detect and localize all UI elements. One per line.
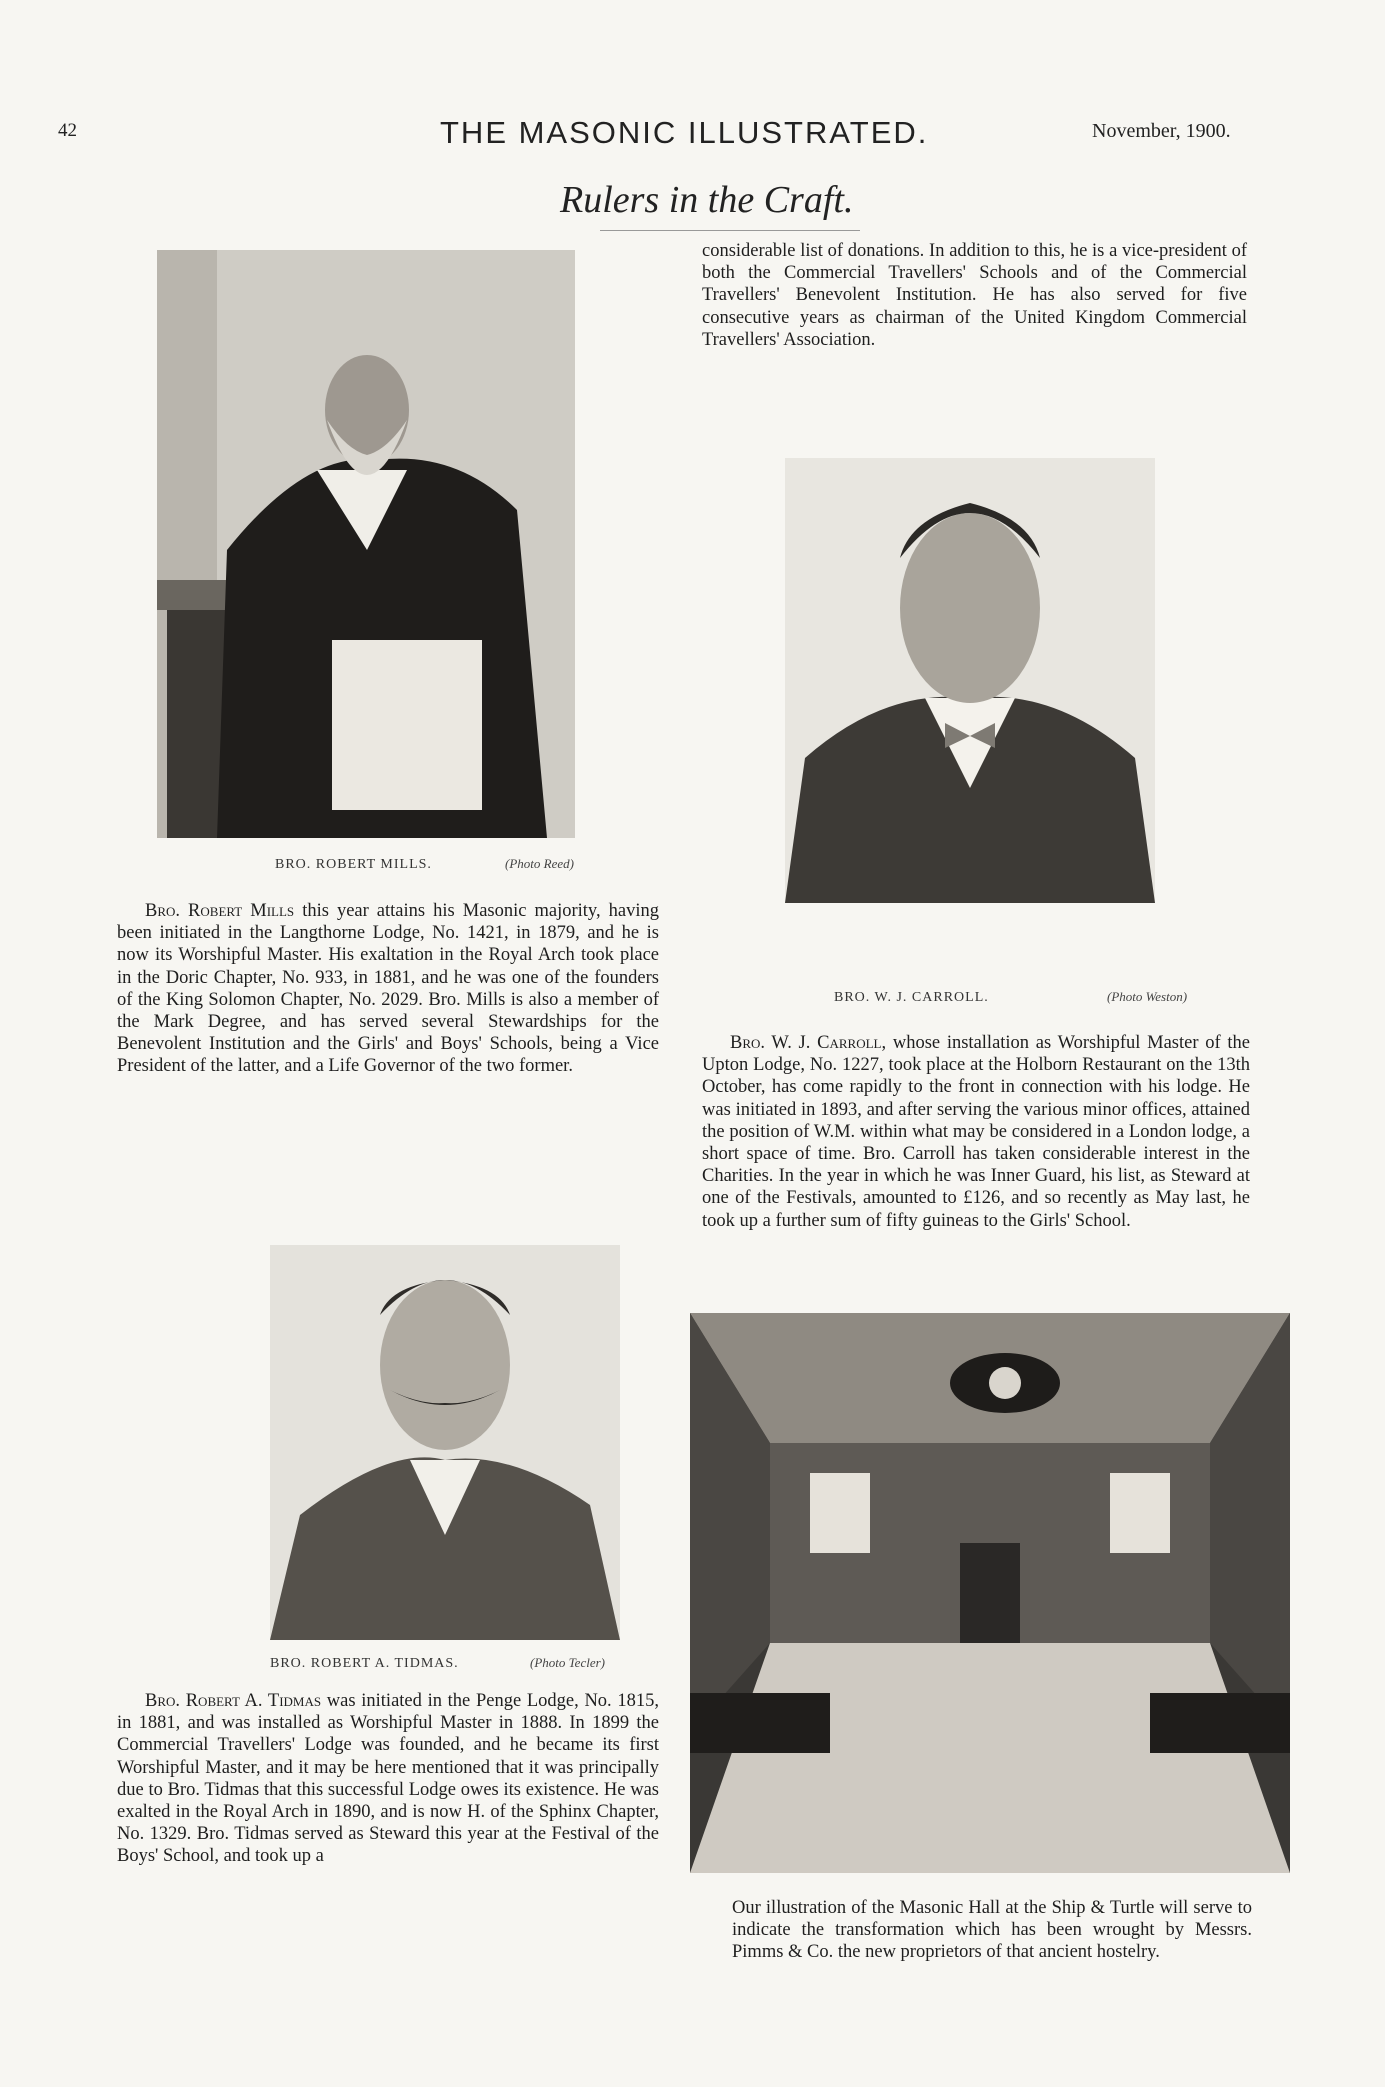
text-robert-tidmas: was initiated in the Penge Lodge, No. 1815, in 1881, and was installed as Worshipful Master in 1888. In 1899 the Commercial Travellers' Lodge was founded, and he became its first Worshipful Master, and it may be here mentioned that it was principally due to Bro. Tidmas that this successful Lodge owes its existence. He was exalted in the Royal Arch in 1890, and is now H. of the Sphinx Chapter, No. 1329. Bro. Tidmas served as Steward this year at the Festival of the Boys' School, and took up a [117,1691,659,1867]
article-wj-carroll [702,1032,1250,1232]
credit-robert-tidmas: (Photo Tecler) [530,1655,605,1670]
page-number: 42 [58,120,77,141]
portrait-robert-tidmas [270,1245,620,1640]
masthead: THE MASONIC ILLUSTRATED. [440,115,929,150]
text-wj-carroll: , whose installation as Worshipful Master of the Upton Lodge, No. 1227, took place at the Holborn Restaurant on the 13th October, has come rapidly to the front in connection with his lodge. He was initiated in 1893, and after serving the various minor offices, attained the position of W.M. within what may be considered in a London lodge, a short space of time. Bro. Carroll has taken considerable interest in the Charities. In the year in which he was Inner Guard, his list, as Steward at one of the Festivals, amounted to £126, and so recently as May last, he took up a further sum of fifty guineas to the Girls' School. [702,1033,1250,1231]
caption-masonic-hall: Our illustration of the Masonic Hall at the Ship & Turtle will serve to indicate the transformation which has been wrought by Messrs. Pimms & Co. the new proprietors of that ancient hostelry. [732,1898,1252,1963]
caption-wj-carroll: BRO. W. J. CARROLL. [834,990,989,1005]
credit-wj-carroll: (Photo Weston) [1107,989,1188,1004]
text-robert-mills: this year attains his Masonic majority, having been initiated in the Langthorne Lodge, No. 1421, in 1879, and he is now its Worshipful Master. His exaltation in the Royal Arch took place in the Doric Chapter, No. 933, in 1881, and he was one of the founders of the King Solomon Chapter, No. 2029. Bro. Mills is also a member of the Mark Degree, and has served several Stewardships for the Benevolent Institution and the Girls' and Boys' Schools, being a Vice President of the latter, and a Life Governor of the two former. [117,901,659,1077]
title-rule [600,230,860,231]
name-robert-mills: Bro. Robert Mills [145,901,295,921]
illustration-masonic-hall [690,1313,1290,1873]
caption-robert-mills: BRO. ROBERT MILLS. [275,857,432,872]
article-robert-tidmas [117,1690,659,1868]
credit-robert-mills: (Photo Reed) [505,856,574,871]
section-title: Rulers in the Craft. [560,179,854,221]
portrait-wj-carroll [785,458,1155,903]
portrait-robert-mills [157,250,575,838]
name-robert-tidmas: Bro. Robert A. Tidmas [145,1691,322,1711]
issue-date: November, 1900. [1092,120,1231,142]
article-robert-mills [117,900,659,1078]
article-tidmas-continued: considerable list of donations. In addition to this, he is a vice-president of both the Commercial Travellers' Schools and of the Commercial Travellers' Benevolent Institution. He has also served for five consecutive years as chairman of the United Kingdom Commercial Travellers' Association. [702,241,1247,350]
name-wj-carroll: Bro. W. J. Carroll [730,1033,882,1053]
caption-robert-tidmas: BRO. ROBERT A. TIDMAS. [270,1656,459,1671]
